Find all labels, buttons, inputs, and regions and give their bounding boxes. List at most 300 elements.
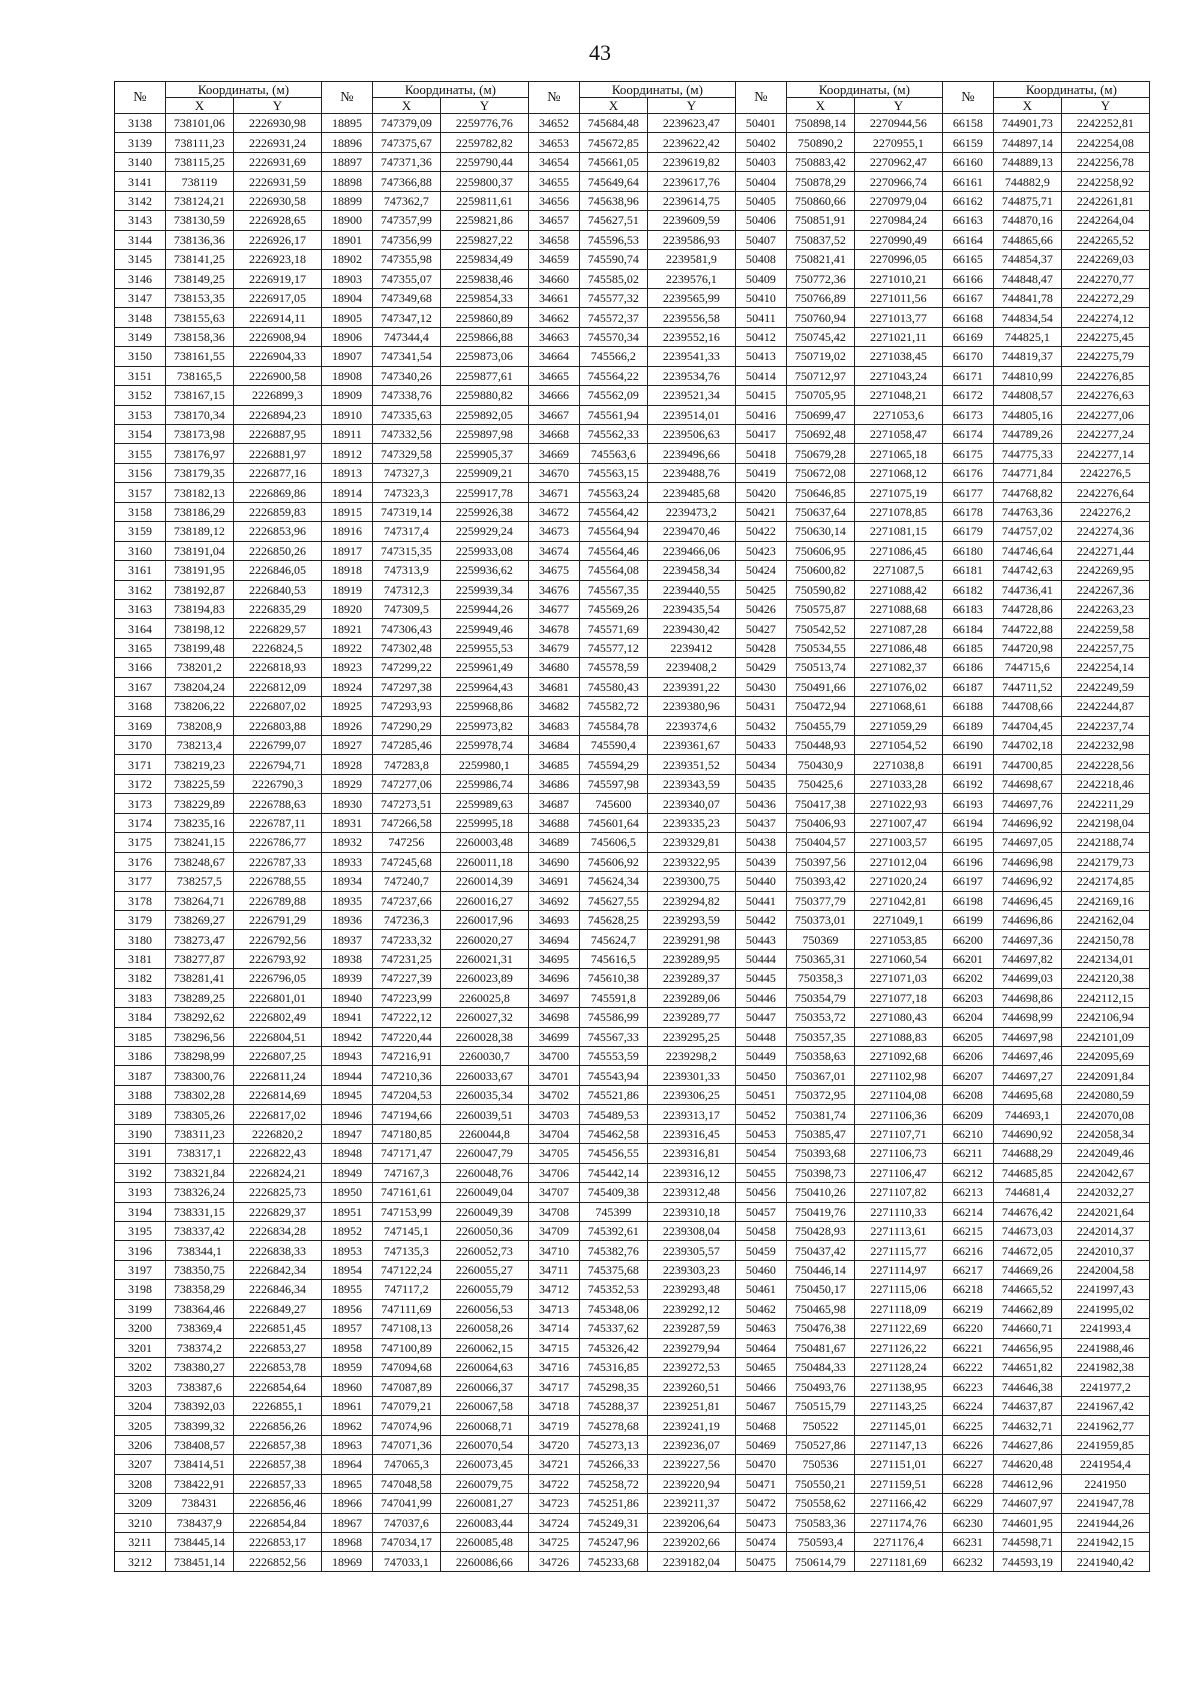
y-coordinate-cell: 2260011,18: [440, 852, 528, 871]
table-row: [115, 949, 1150, 968]
point-number-cell: 34662: [528, 308, 579, 327]
y-coordinate-cell: 2271038,8: [854, 755, 942, 774]
y-coordinate-cell: 2259929,24: [440, 522, 528, 541]
y-coordinate-cell: 2241944,26: [1061, 1513, 1149, 1532]
point-number-cell: 3142: [115, 191, 166, 210]
x-coordinate-cell: 744695,68: [993, 1085, 1061, 1104]
table-row: [115, 1280, 1150, 1299]
point-number-cell: 3144: [115, 230, 166, 249]
y-coordinate-cell: 2239541,33: [647, 347, 735, 366]
point-number-cell: 3170: [115, 736, 166, 755]
point-number-cell: 66186: [942, 658, 993, 677]
point-number-cell: 3198: [115, 1280, 166, 1299]
y-coordinate-cell: 2271068,61: [854, 697, 942, 716]
y-coordinate-cell: 2239289,37: [647, 969, 735, 988]
y-coordinate-cell: 2226869,86: [233, 483, 321, 502]
y-coordinate-cell: 2239236,07: [647, 1435, 735, 1454]
x-coordinate-cell: 747094,68: [372, 1358, 440, 1377]
y-coordinate-cell: 2226834,28: [233, 1221, 321, 1240]
y-coordinate-cell: 2239291,98: [647, 930, 735, 949]
point-number-cell: 3145: [115, 250, 166, 269]
x-coordinate-cell: 747357,99: [372, 211, 440, 230]
x-coordinate-cell: 738344,1: [165, 1241, 233, 1260]
point-number-cell: 18920: [321, 599, 372, 618]
point-number-cell: 66159: [942, 133, 993, 152]
x-coordinate-cell: 750476,38: [786, 1319, 854, 1338]
x-coordinate-cell: 750890,2: [786, 133, 854, 152]
y-coordinate-cell: 2239440,55: [647, 580, 735, 599]
x-coordinate-cell: 750527,86: [786, 1435, 854, 1454]
point-number-cell: 66220: [942, 1319, 993, 1338]
header-coordinates: Координаты, (м): [993, 82, 1149, 98]
x-coordinate-cell: 738311,23: [165, 1124, 233, 1143]
header-coordinates: Координаты, (м): [786, 82, 942, 98]
table-row: [115, 522, 1150, 541]
y-coordinate-cell: 2239220,94: [647, 1474, 735, 1493]
point-number-cell: 34695: [528, 949, 579, 968]
x-coordinate-cell: 747356,99: [372, 230, 440, 249]
x-coordinate-cell: 750679,28: [786, 444, 854, 463]
point-number-cell: 3153: [115, 405, 166, 424]
y-coordinate-cell: 2260068,71: [440, 1416, 528, 1435]
y-coordinate-cell: 2226801,01: [233, 988, 321, 1007]
x-coordinate-cell: 747117,2: [372, 1280, 440, 1299]
point-number-cell: 18913: [321, 463, 372, 482]
x-coordinate-cell: 750393,68: [786, 1144, 854, 1163]
point-number-cell: 66213: [942, 1183, 993, 1202]
point-number-cell: 34655: [528, 172, 579, 191]
point-number-cell: 50463: [735, 1319, 786, 1338]
y-coordinate-cell: 2239496,66: [647, 444, 735, 463]
y-coordinate-cell: 2271049,1: [854, 910, 942, 929]
x-coordinate-cell: 745489,53: [579, 1105, 647, 1124]
y-coordinate-cell: 2259933,08: [440, 541, 528, 560]
y-coordinate-cell: 2271081,15: [854, 522, 942, 541]
point-number-cell: 50456: [735, 1183, 786, 1202]
x-coordinate-cell: 744746,64: [993, 541, 1061, 560]
x-coordinate-cell: 738176,97: [165, 444, 233, 463]
point-number-cell: 34717: [528, 1377, 579, 1396]
point-number-cell: 50433: [735, 736, 786, 755]
y-coordinate-cell: 2260064,63: [440, 1358, 528, 1377]
x-coordinate-cell: 745543,94: [579, 1066, 647, 1085]
x-coordinate-cell: 738204,24: [165, 677, 233, 696]
table-row: [115, 872, 1150, 891]
point-number-cell: 66177: [942, 483, 993, 502]
point-number-cell: 3190: [115, 1124, 166, 1143]
point-number-cell: 18896: [321, 133, 372, 152]
table-row: [115, 425, 1150, 444]
y-coordinate-cell: 2242263,23: [1061, 599, 1149, 618]
point-number-cell: 3157: [115, 483, 166, 502]
x-coordinate-cell: 745247,96: [579, 1532, 647, 1551]
y-coordinate-cell: 2239614,75: [647, 191, 735, 210]
y-coordinate-cell: 2242276,64: [1061, 483, 1149, 502]
point-number-cell: 3178: [115, 891, 166, 910]
y-coordinate-cell: 2239619,82: [647, 152, 735, 171]
x-coordinate-cell: 738364,46: [165, 1299, 233, 1318]
point-number-cell: 50421: [735, 502, 786, 521]
point-number-cell: 3210: [115, 1513, 166, 1532]
y-coordinate-cell: 2242174,85: [1061, 872, 1149, 891]
point-number-cell: 18946: [321, 1105, 372, 1124]
point-number-cell: 50417: [735, 425, 786, 444]
y-coordinate-cell: 2239260,51: [647, 1377, 735, 1396]
point-number-cell: 66211: [942, 1144, 993, 1163]
point-number-cell: 34716: [528, 1358, 579, 1377]
y-coordinate-cell: 2239182,04: [647, 1552, 735, 1571]
point-number-cell: 3184: [115, 1008, 166, 1027]
y-coordinate-cell: 2242218,46: [1061, 774, 1149, 793]
y-coordinate-cell: 2239202,66: [647, 1532, 735, 1551]
y-coordinate-cell: 2242277,06: [1061, 405, 1149, 424]
y-coordinate-cell: 2242032,27: [1061, 1183, 1149, 1202]
point-number-cell: 3192: [115, 1163, 166, 1182]
y-coordinate-cell: 2239361,67: [647, 736, 735, 755]
x-coordinate-cell: 750404,57: [786, 833, 854, 852]
y-coordinate-cell: 2226824,5: [233, 638, 321, 657]
y-coordinate-cell: 2259964,43: [440, 677, 528, 696]
y-coordinate-cell: 2271088,68: [854, 599, 942, 618]
y-coordinate-cell: 2271106,73: [854, 1144, 942, 1163]
y-coordinate-cell: 2226789,88: [233, 891, 321, 910]
y-coordinate-cell: 2226829,57: [233, 619, 321, 638]
y-coordinate-cell: 2260081,27: [440, 1494, 528, 1513]
x-coordinate-cell: 744854,37: [993, 250, 1061, 269]
y-coordinate-cell: 2239329,81: [647, 833, 735, 852]
y-coordinate-cell: 2271174,76: [854, 1513, 942, 1532]
x-coordinate-cell: 745298,35: [579, 1377, 647, 1396]
x-coordinate-cell: 744669,26: [993, 1260, 1061, 1279]
y-coordinate-cell: 2226853,17: [233, 1532, 321, 1551]
x-coordinate-cell: 745566,2: [579, 347, 647, 366]
y-coordinate-cell: 2242014,37: [1061, 1221, 1149, 1240]
point-number-cell: 66165: [942, 250, 993, 269]
point-number-cell: 50420: [735, 483, 786, 502]
y-coordinate-cell: 2226900,58: [233, 366, 321, 385]
table-row: [115, 541, 1150, 560]
y-coordinate-cell: 2242010,37: [1061, 1241, 1149, 1260]
y-coordinate-cell: 2242095,69: [1061, 1047, 1149, 1066]
y-coordinate-cell: 2239506,63: [647, 425, 735, 444]
x-coordinate-cell: 747266,58: [372, 813, 440, 832]
y-coordinate-cell: 2259961,49: [440, 658, 528, 677]
point-number-cell: 50429: [735, 658, 786, 677]
y-coordinate-cell: 2239586,93: [647, 230, 735, 249]
x-coordinate-cell: 738296,56: [165, 1027, 233, 1046]
x-coordinate-cell: 744702,18: [993, 736, 1061, 755]
y-coordinate-cell: 2271078,85: [854, 502, 942, 521]
point-number-cell: 18906: [321, 327, 372, 346]
point-number-cell: 50458: [735, 1221, 786, 1240]
x-coordinate-cell: 744665,52: [993, 1280, 1061, 1299]
x-coordinate-cell: 738445,14: [165, 1532, 233, 1551]
point-number-cell: 3193: [115, 1183, 166, 1202]
x-coordinate-cell: 745601,64: [579, 813, 647, 832]
x-coordinate-cell: 750393,42: [786, 872, 854, 891]
y-coordinate-cell: 2260017,96: [440, 910, 528, 929]
y-coordinate-cell: 2260049,04: [440, 1183, 528, 1202]
x-coordinate-cell: 744808,57: [993, 386, 1061, 405]
point-number-cell: 18956: [321, 1299, 372, 1318]
x-coordinate-cell: 750419,76: [786, 1202, 854, 1221]
y-coordinate-cell: 2271126,22: [854, 1338, 942, 1357]
point-number-cell: 18935: [321, 891, 372, 910]
x-coordinate-cell: 744696,92: [993, 872, 1061, 891]
x-coordinate-cell: 745382,76: [579, 1241, 647, 1260]
table-row: [115, 1435, 1150, 1454]
x-coordinate-cell: 750593,4: [786, 1532, 854, 1551]
coordinates-table: [114, 81, 1150, 1572]
y-coordinate-cell: 2271114,97: [854, 1260, 942, 1279]
table-row: [115, 1513, 1150, 1532]
y-coordinate-cell: 2259995,18: [440, 813, 528, 832]
point-number-cell: 3200: [115, 1319, 166, 1338]
table-row: [115, 1105, 1150, 1124]
point-number-cell: 3185: [115, 1027, 166, 1046]
y-coordinate-cell: 2260049,39: [440, 1202, 528, 1221]
x-coordinate-cell: 745288,37: [579, 1396, 647, 1415]
x-coordinate-cell: 744728,86: [993, 599, 1061, 618]
x-coordinate-cell: 738165,5: [165, 366, 233, 385]
table-row: [115, 152, 1150, 171]
x-coordinate-cell: 747355,07: [372, 269, 440, 288]
y-coordinate-cell: 2242080,59: [1061, 1085, 1149, 1104]
y-coordinate-cell: 2239430,42: [647, 619, 735, 638]
x-coordinate-cell: 750898,14: [786, 114, 854, 133]
y-coordinate-cell: 2226908,94: [233, 327, 321, 346]
point-number-cell: 18934: [321, 872, 372, 891]
y-coordinate-cell: 2271086,45: [854, 541, 942, 560]
x-coordinate-cell: 744632,71: [993, 1416, 1061, 1435]
point-number-cell: 18950: [321, 1183, 372, 1202]
point-number-cell: 66161: [942, 172, 993, 191]
x-coordinate-cell: 745563,15: [579, 463, 647, 482]
y-coordinate-cell: 2226846,34: [233, 1280, 321, 1299]
x-coordinate-cell: 750534,55: [786, 638, 854, 657]
y-coordinate-cell: 2226811,24: [233, 1066, 321, 1085]
point-number-cell: 66214: [942, 1202, 993, 1221]
point-number-cell: 66225: [942, 1416, 993, 1435]
y-coordinate-cell: 2260079,75: [440, 1474, 528, 1493]
x-coordinate-cell: 738149,25: [165, 269, 233, 288]
point-number-cell: 18945: [321, 1085, 372, 1104]
y-coordinate-cell: 2239211,37: [647, 1494, 735, 1513]
point-number-cell: 3204: [115, 1396, 166, 1415]
table-row: [115, 697, 1150, 716]
header-x: X: [372, 98, 440, 114]
point-number-cell: 50441: [735, 891, 786, 910]
x-coordinate-cell: 744848,47: [993, 269, 1061, 288]
x-coordinate-cell: 745577,12: [579, 638, 647, 657]
x-coordinate-cell: 745348,06: [579, 1299, 647, 1318]
y-coordinate-cell: 2226849,27: [233, 1299, 321, 1318]
point-number-cell: 3195: [115, 1221, 166, 1240]
y-coordinate-cell: 2259909,21: [440, 463, 528, 482]
x-coordinate-cell: 750369: [786, 930, 854, 949]
y-coordinate-cell: 2239408,2: [647, 658, 735, 677]
x-coordinate-cell: 738155,63: [165, 308, 233, 327]
point-number-cell: 3208: [115, 1474, 166, 1493]
x-coordinate-cell: 747180,85: [372, 1124, 440, 1143]
x-coordinate-cell: 750446,14: [786, 1260, 854, 1279]
x-coordinate-cell: 738111,23: [165, 133, 233, 152]
x-coordinate-cell: 747245,68: [372, 852, 440, 871]
y-coordinate-cell: 2242275,79: [1061, 347, 1149, 366]
x-coordinate-cell: 744715,6: [993, 658, 1061, 677]
x-coordinate-cell: 744646,38: [993, 1377, 1061, 1396]
y-coordinate-cell: 2239316,12: [647, 1163, 735, 1182]
y-coordinate-cell: 2260055,27: [440, 1260, 528, 1279]
y-coordinate-cell: 2271012,04: [854, 852, 942, 871]
point-number-cell: 50474: [735, 1532, 786, 1551]
y-coordinate-cell: 2242276,85: [1061, 366, 1149, 385]
table-row: [115, 658, 1150, 677]
point-number-cell: 50471: [735, 1474, 786, 1493]
point-number-cell: 66195: [942, 833, 993, 852]
x-coordinate-cell: 738101,06: [165, 114, 233, 133]
y-coordinate-cell: 2239293,59: [647, 910, 735, 929]
x-coordinate-cell: 750705,95: [786, 386, 854, 405]
point-number-cell: 34692: [528, 891, 579, 910]
y-coordinate-cell: 2226824,21: [233, 1163, 321, 1182]
point-number-cell: 34686: [528, 774, 579, 793]
point-number-cell: 50413: [735, 347, 786, 366]
point-number-cell: 66200: [942, 930, 993, 949]
x-coordinate-cell: 747335,63: [372, 405, 440, 424]
x-coordinate-cell: 747297,38: [372, 677, 440, 696]
x-coordinate-cell: 738173,98: [165, 425, 233, 444]
x-coordinate-cell: 738186,29: [165, 502, 233, 521]
point-number-cell: 3176: [115, 852, 166, 871]
y-coordinate-cell: 2260035,34: [440, 1085, 528, 1104]
y-coordinate-cell: 2260055,79: [440, 1280, 528, 1299]
point-number-cell: 50447: [735, 1008, 786, 1027]
point-number-cell: 50434: [735, 755, 786, 774]
x-coordinate-cell: 747323,3: [372, 483, 440, 502]
point-number-cell: 66178: [942, 502, 993, 521]
y-coordinate-cell: 2260050,36: [440, 1221, 528, 1240]
y-coordinate-cell: 2239293,48: [647, 1280, 735, 1299]
table-row: [115, 347, 1150, 366]
y-coordinate-cell: 2226822,43: [233, 1144, 321, 1163]
point-number-cell: 66190: [942, 736, 993, 755]
table-row: [115, 366, 1150, 385]
point-number-cell: 3172: [115, 774, 166, 793]
point-number-cell: 34654: [528, 152, 579, 171]
y-coordinate-cell: 2271106,36: [854, 1105, 942, 1124]
x-coordinate-cell: 750358,63: [786, 1047, 854, 1066]
y-coordinate-cell: 2226930,58: [233, 191, 321, 210]
x-coordinate-cell: 747319,14: [372, 502, 440, 521]
x-coordinate-cell: 745326,42: [579, 1338, 647, 1357]
x-coordinate-cell: 744676,42: [993, 1202, 1061, 1221]
table-row: [115, 405, 1150, 424]
point-number-cell: 50451: [735, 1085, 786, 1104]
y-coordinate-cell: 2239298,2: [647, 1047, 735, 1066]
point-number-cell: 18953: [321, 1241, 372, 1260]
point-number-cell: 3149: [115, 327, 166, 346]
x-coordinate-cell: 750365,31: [786, 949, 854, 968]
point-number-cell: 3211: [115, 1532, 166, 1551]
x-coordinate-cell: 738298,99: [165, 1047, 233, 1066]
y-coordinate-cell: 2226857,33: [233, 1474, 321, 1493]
x-coordinate-cell: 738317,1: [165, 1144, 233, 1163]
table-row: [115, 288, 1150, 307]
x-coordinate-cell: 750372,95: [786, 1085, 854, 1104]
point-number-cell: 50448: [735, 1027, 786, 1046]
point-number-cell: 66185: [942, 638, 993, 657]
y-coordinate-cell: 2260056,53: [440, 1299, 528, 1318]
x-coordinate-cell: 744771,84: [993, 463, 1061, 482]
table-row: [115, 813, 1150, 832]
y-coordinate-cell: 2239301,33: [647, 1066, 735, 1085]
point-number-cell: 34707: [528, 1183, 579, 1202]
x-coordinate-cell: 745337,62: [579, 1319, 647, 1338]
y-coordinate-cell: 2259860,89: [440, 308, 528, 327]
point-number-cell: 3209: [115, 1494, 166, 1513]
x-coordinate-cell: 745266,33: [579, 1455, 647, 1474]
point-number-cell: 50432: [735, 716, 786, 735]
y-coordinate-cell: 2239488,76: [647, 463, 735, 482]
x-coordinate-cell: 745567,35: [579, 580, 647, 599]
point-number-cell: 50475: [735, 1552, 786, 1571]
y-coordinate-cell: 2226838,33: [233, 1241, 321, 1260]
y-coordinate-cell: 2271038,45: [854, 347, 942, 366]
y-coordinate-cell: 2242249,59: [1061, 677, 1149, 696]
x-coordinate-cell: 738281,41: [165, 969, 233, 988]
point-number-cell: 66227: [942, 1455, 993, 1474]
y-coordinate-cell: 2226859,83: [233, 502, 321, 521]
x-coordinate-cell: 745590,74: [579, 250, 647, 269]
x-coordinate-cell: 744699,03: [993, 969, 1061, 988]
point-number-cell: 34709: [528, 1221, 579, 1240]
point-number-cell: 66218: [942, 1280, 993, 1299]
x-coordinate-cell: 750550,21: [786, 1474, 854, 1493]
y-coordinate-cell: 2271065,18: [854, 444, 942, 463]
point-number-cell: 34676: [528, 580, 579, 599]
point-number-cell: 66209: [942, 1105, 993, 1124]
x-coordinate-cell: 747240,7: [372, 872, 440, 891]
y-coordinate-cell: 2239335,23: [647, 813, 735, 832]
y-coordinate-cell: 2271088,42: [854, 580, 942, 599]
x-coordinate-cell: 747108,13: [372, 1319, 440, 1338]
x-coordinate-cell: 750513,74: [786, 658, 854, 677]
y-coordinate-cell: 2241950: [1061, 1474, 1149, 1493]
table-row: [115, 1202, 1150, 1221]
y-coordinate-cell: 2259790,44: [440, 152, 528, 171]
point-number-cell: 66212: [942, 1163, 993, 1182]
y-coordinate-cell: 2259986,74: [440, 774, 528, 793]
x-coordinate-cell: 744698,67: [993, 774, 1061, 793]
point-number-cell: 50465: [735, 1358, 786, 1377]
table-row: [115, 1377, 1150, 1396]
point-number-cell: 50423: [735, 541, 786, 560]
point-number-cell: 3180: [115, 930, 166, 949]
point-number-cell: 34672: [528, 502, 579, 521]
table-row: [115, 1552, 1150, 1571]
point-number-cell: 3138: [115, 114, 166, 133]
point-number-cell: 34682: [528, 697, 579, 716]
point-number-cell: 3191: [115, 1144, 166, 1163]
y-coordinate-cell: 2226857,38: [233, 1435, 321, 1454]
x-coordinate-cell: 745521,86: [579, 1085, 647, 1104]
x-coordinate-cell: 745392,61: [579, 1221, 647, 1240]
x-coordinate-cell: 747161,61: [372, 1183, 440, 1202]
y-coordinate-cell: 2242271,44: [1061, 541, 1149, 560]
y-coordinate-cell: 2242269,95: [1061, 561, 1149, 580]
y-coordinate-cell: 2259939,34: [440, 580, 528, 599]
